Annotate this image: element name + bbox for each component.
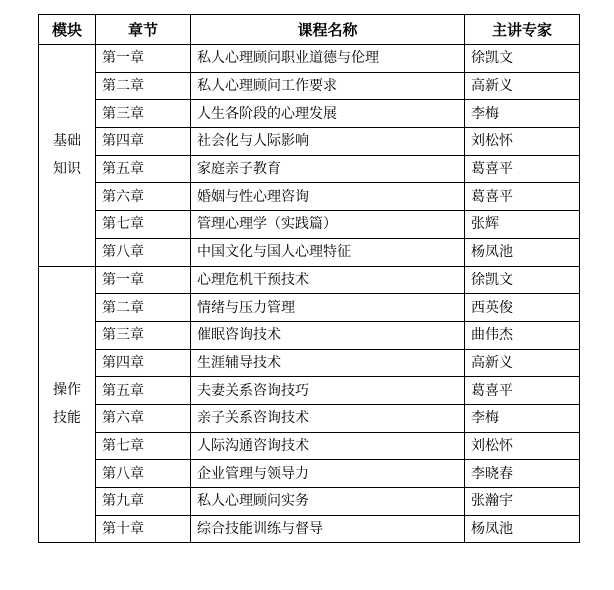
table-row [39,488,580,516]
course-title-cell: 催眠咨询技术 [191,321,465,349]
expert-cell: 葛喜平 [465,183,580,211]
course-title-cell: 中国文化与国人心理特征 [191,238,465,266]
table-row [39,460,580,488]
chapter-cell: 第七章 [96,211,191,239]
expert-cell: 张辉 [465,211,580,239]
course-title-cell: 情绪与压力管理 [191,294,465,322]
expert-cell: 李梅 [465,100,580,128]
course-title-cell: 夫妻关系咨询技巧 [191,377,465,405]
chapter-cell: 第八章 [96,460,191,488]
table-row [39,128,580,156]
header-module: 模块 [39,15,96,45]
table-row [39,238,580,266]
table-row [39,432,580,460]
table-row [39,45,580,73]
course-title-cell: 人际沟通咨询技术 [191,432,465,460]
chapter-cell: 第七章 [96,432,191,460]
chapter-cell: 第三章 [96,321,191,349]
expert-cell: 杨凤池 [465,515,580,543]
module-name-line: 技能 [53,410,81,427]
table-row [39,72,580,100]
header-chapter: 章节 [96,15,191,45]
course-schedule-table [38,14,580,543]
course-title-cell: 私人心理顾问实务 [191,488,465,516]
table-row [39,294,580,322]
table-row [39,100,580,128]
course-title-cell: 心理危机干预技术 [191,266,465,294]
course-title-cell: 管理心理学（实践篇） [191,211,465,239]
expert-cell: 葛喜平 [465,155,580,183]
table-row [39,155,580,183]
chapter-cell: 第三章 [96,100,191,128]
chapter-cell: 第五章 [96,155,191,183]
chapter-cell: 第二章 [96,294,191,322]
expert-cell: 高新义 [465,349,580,377]
expert-cell: 李梅 [465,404,580,432]
course-title-cell: 社会化与人际影响 [191,128,465,156]
header-lead-expert: 主讲专家 [465,15,580,45]
table-row [39,183,580,211]
chapter-cell: 第六章 [96,183,191,211]
expert-cell: 徐凯文 [465,266,580,294]
module-cell [39,266,96,543]
chapter-cell: 第六章 [96,404,191,432]
chapter-cell: 第八章 [96,238,191,266]
header-course-name: 课程名称 [191,15,465,45]
course-title-cell: 生涯辅导技术 [191,349,465,377]
expert-cell: 刘松怀 [465,432,580,460]
table-row [39,211,580,239]
expert-cell: 杨凤池 [465,238,580,266]
expert-cell: 徐凯文 [465,45,580,73]
chapter-cell: 第十章 [96,515,191,543]
module-name-line: 知识 [53,161,81,178]
course-title-cell: 私人心理顾问职业道德与伦理 [191,45,465,73]
module-cell [39,45,96,267]
chapter-cell: 第二章 [96,72,191,100]
table-row [39,515,580,543]
header-row [39,15,580,45]
chapter-cell: 第九章 [96,488,191,516]
table-header [39,15,580,45]
expert-cell: 葛喜平 [465,377,580,405]
table-row [39,377,580,405]
module-name-line: 操作 [53,382,81,399]
course-title-cell: 家庭亲子教育 [191,155,465,183]
table-row [39,266,580,294]
expert-cell: 李晓春 [465,460,580,488]
expert-cell: 高新义 [465,72,580,100]
course-title-cell: 婚姻与性心理咨询 [191,183,465,211]
course-title-cell: 亲子关系咨询技术 [191,404,465,432]
course-title-cell: 人生各阶段的心理发展 [191,100,465,128]
table-row [39,349,580,377]
chapter-cell: 第一章 [96,45,191,73]
course-title-cell: 私人心理顾问工作要求 [191,72,465,100]
course-title-cell: 综合技能训练与督导 [191,515,465,543]
chapter-cell: 第五章 [96,377,191,405]
table-row [39,321,580,349]
expert-cell: 张瀚宇 [465,488,580,516]
table-body [39,45,580,543]
expert-cell: 刘松怀 [465,128,580,156]
chapter-cell: 第四章 [96,128,191,156]
module-name-line: 基础 [53,133,81,150]
chapter-cell: 第四章 [96,349,191,377]
chapter-cell: 第一章 [96,266,191,294]
course-title-cell: 企业管理与领导力 [191,460,465,488]
table-row [39,404,580,432]
expert-cell: 曲伟杰 [465,321,580,349]
expert-cell: 西英俊 [465,294,580,322]
